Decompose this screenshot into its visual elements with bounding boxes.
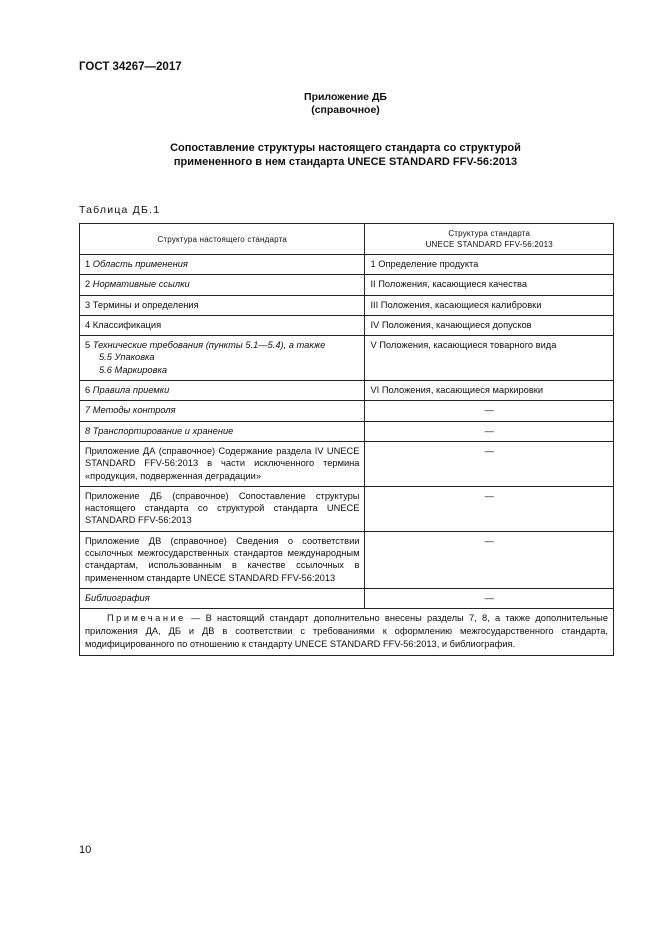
annex-heading [0,91,661,117]
table-row [80,401,614,421]
annex-type: (справочное) [311,104,380,116]
table-row [80,295,614,315]
section-title: Правила приемки [92,385,170,396]
right-cell: III Положения, касающиеся калибровки [365,295,614,315]
left-cell: Приложение ДА (справочное) Содержание раздела IV UNECE STANDARD FFV-56:2013 в части исключенного термина «продукция, подверженная деградации» [80,441,365,486]
left-cell: 8 Транспортирование и хранение [80,421,365,441]
table-row [80,315,614,335]
right-cell: — [365,441,614,486]
row-number: 4 [85,319,93,330]
left-cell [80,275,365,295]
row-number: 3 [85,299,93,310]
row-number: 1 [85,259,93,269]
section-title: Классификация [92,319,162,330]
subsection-marking: 5.6 Маркировка [99,364,168,375]
table-row [80,441,614,486]
left-cell [80,315,365,335]
table-row [80,486,614,531]
table-row [80,381,614,401]
table-note [80,609,614,656]
section-title: Область применения [92,259,188,269]
left-cell: 7 Методы контроля [80,401,365,421]
left-cell: Приложение ДВ (справочное) Сведения о соответствии ссылочных межгосударственных стандартов международным стандартам, использованным в качестве ссылочных в примененном стандарте UNECE STANDARD FFV-56:2013 [80,531,365,588]
page-title [0,141,661,169]
right-cell: — [365,486,614,531]
note-text: — В настоящий стандарт дополнительно внесены разделы 7, 8, а также дополнительные приложения ДА, ДБ и ДВ в соответствии с требованиями к оформлению межгосударственного стандарта, модифицированного по отношению к стандарту UNECE STANDARD FFV-56:2013, и библиография. [85,613,608,650]
right-cell: — [365,531,614,588]
header-right-line-1: Структура стандарта [448,229,531,238]
left-cell [80,255,365,275]
right-cell: — [365,401,614,421]
structure-comparison-table [79,223,614,656]
header-left: Структура настоящего стандарта [80,224,365,255]
section-title: Нормативные ссылки [92,279,190,290]
left-cell [80,336,365,381]
row-number: 2 [85,279,93,290]
note-label: Примечание [107,613,186,624]
table-row [80,275,614,295]
section-title: Технические требования (пункты 5.1—5.4), а также [92,340,326,351]
header-right [365,224,614,255]
table-row [80,336,614,381]
page-number: 10 [79,844,92,856]
right-cell: 1 Определение продукта [365,255,614,275]
left-cell [80,381,365,401]
title-line-2: примененного в нем стандарта UNECE STANDARD FFV-56:2013 [173,156,518,168]
right-cell: — [365,421,614,441]
row-number: 5 [85,340,93,351]
left-cell: Библиография [80,588,365,608]
section-title: Термины и определения [92,299,199,310]
right-cell: IV Положения, качающиеся допусков [365,315,614,335]
subsection-packaging: 5.5 Упаковка [99,352,155,363]
table-row [80,588,614,608]
table-note-row [80,609,614,656]
table-row [80,421,614,441]
left-cell: Приложение ДБ (справочное) Сопоставление структуры настоящего стандарта со структурой стандарта UNECE STANDARD FFV-56:2013 [80,486,365,531]
header-right-line-2: UNECE STANDARD FFV-56:2013 [425,240,553,249]
annex-title: Приложение ДБ [304,91,387,103]
table-caption: Таблица ДБ.1 [79,204,161,216]
right-cell: — [365,588,614,608]
title-line-1: Сопоставление структуры настоящего стандарта со структурой [170,142,521,154]
right-cell: VI Положения, касающиеся маркировки [365,381,614,401]
table-header-row [80,224,614,255]
table-row [80,531,614,588]
left-cell [80,295,365,315]
right-cell: II Положения, касающиеся качества [365,275,614,295]
table-row [80,255,614,275]
row-number: 6 [85,385,93,396]
document-code: ГОСТ 34267—2017 [79,61,182,73]
right-cell: V Положения, касающиеся товарного вида [365,336,614,381]
